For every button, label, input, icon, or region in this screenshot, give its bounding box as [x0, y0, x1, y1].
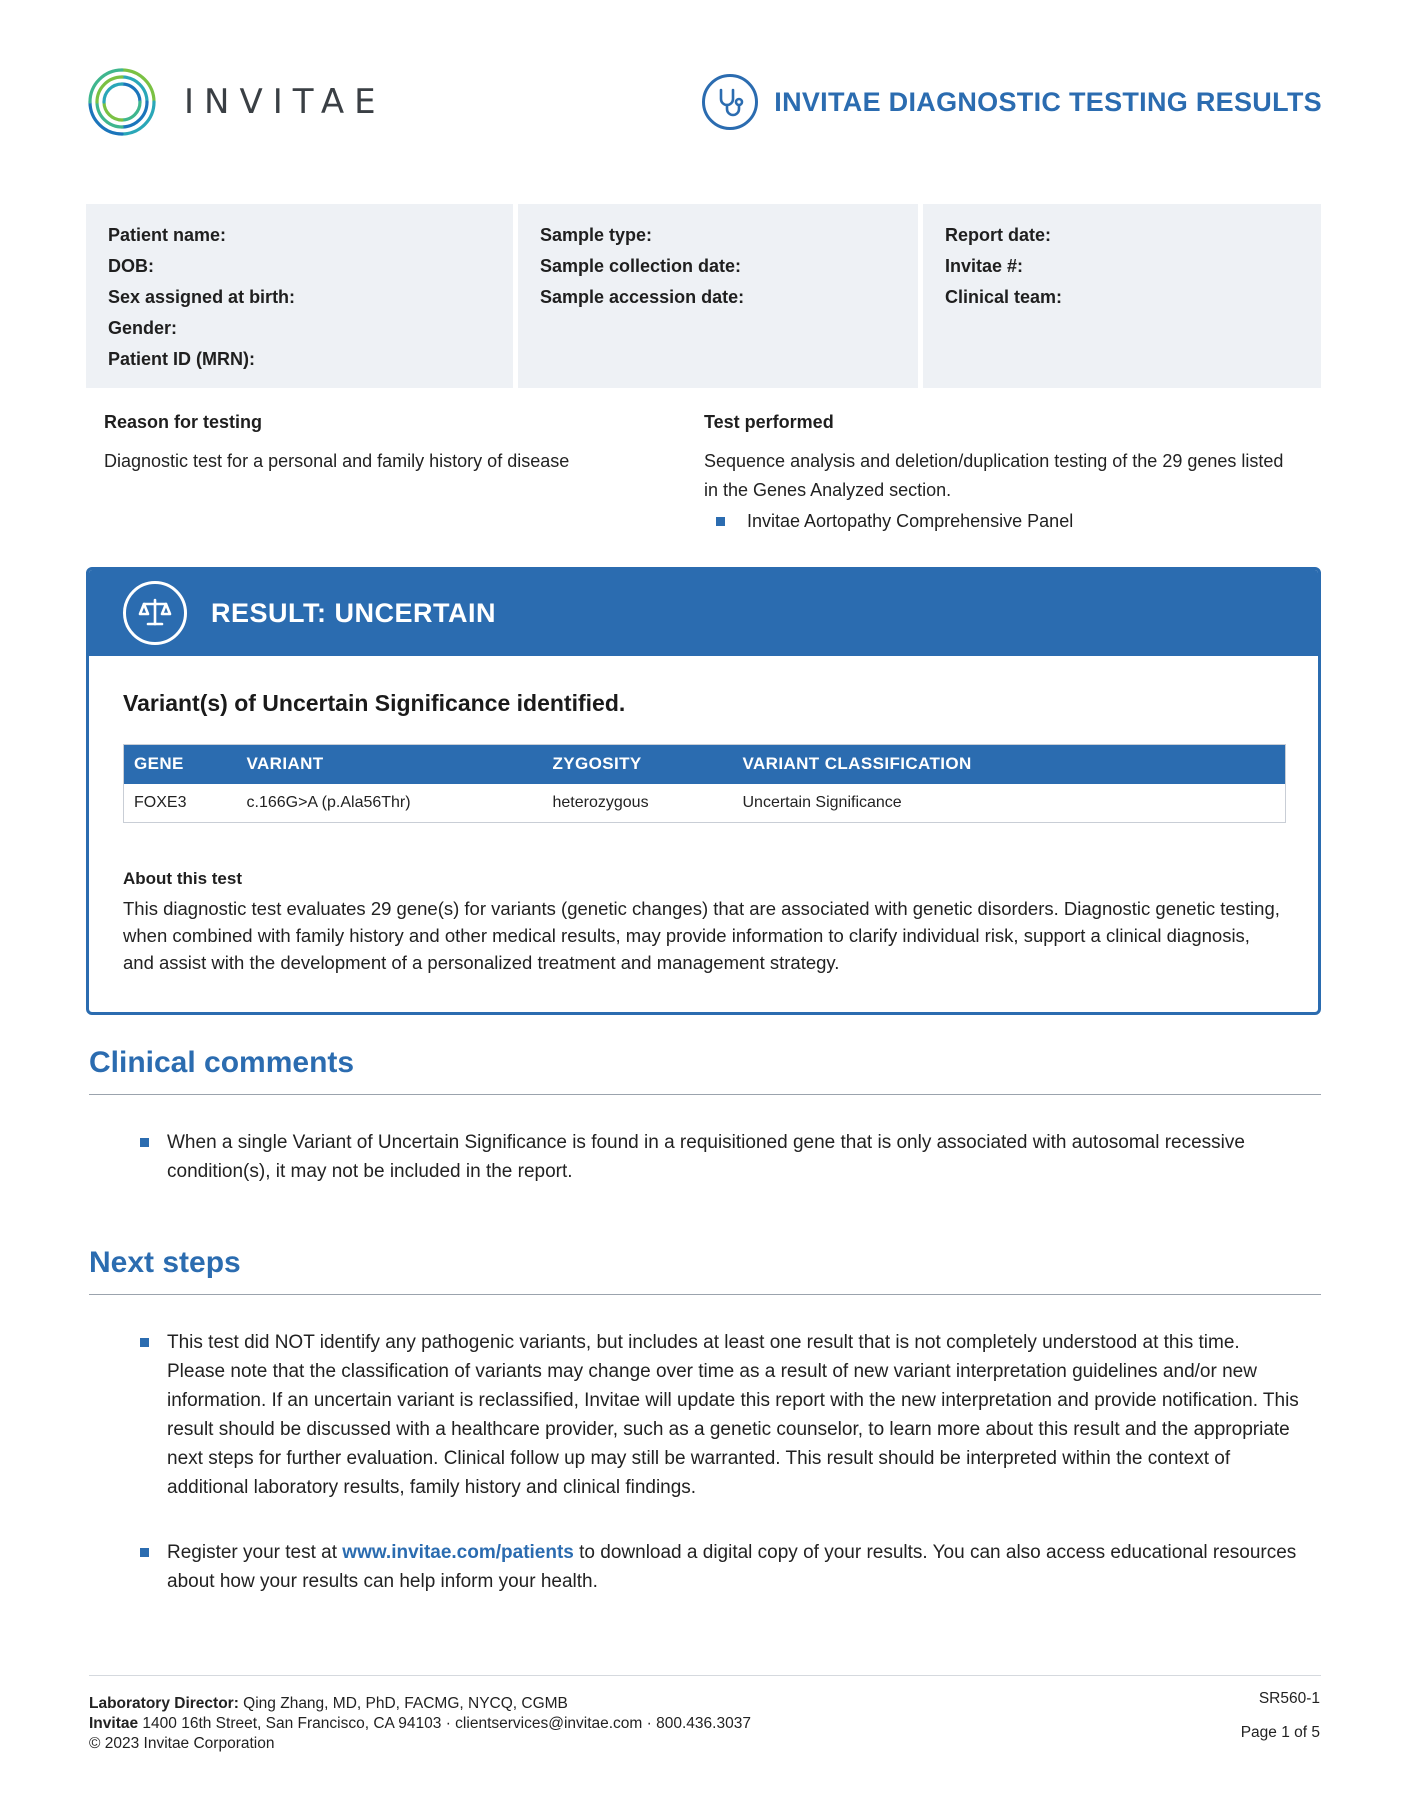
logo-wordmark: INVITAE: [184, 82, 386, 122]
clinical-comments-title: Clinical comments: [89, 1046, 355, 1079]
company-label: Invitae: [89, 1715, 139, 1732]
panel-list-item: [704, 507, 1324, 536]
bullet-square-icon: [716, 517, 725, 526]
next-step-item: [140, 1328, 1300, 1502]
patient-name-label: Patient name:: [108, 225, 227, 245]
result-box: [86, 567, 1321, 1015]
company-address: 1400 16th Street, San Francisco, CA 94103 · clientservices@invitae.com · 800.436.3037: [138, 1715, 751, 1732]
patients-link[interactable]: www.invitae.com/patients: [342, 1542, 574, 1563]
report-date-label: Report date:: [945, 225, 1052, 245]
reason-text: Diagnostic test for a personal and family history of disease: [104, 451, 570, 471]
clinical-comment-text: When a single Variant of Uncertain Significance is found in a requisitioned gene that is only associated with autosomal recessive condition(s), it may not be included in the report.: [167, 1132, 1245, 1182]
report-title: INVITAE DIAGNOSTIC TESTING RESULTS: [774, 86, 1322, 117]
patient-id-label: Patient ID (MRN):: [108, 349, 255, 369]
column-header-classification: VARIANT CLASSIFICATION: [733, 745, 1286, 784]
sample-type-label: Sample type:: [540, 225, 653, 245]
director-name: Qing Zhang, MD, PhD, FACMG, NYCQ, CGMB: [238, 1695, 568, 1712]
next-step-item: [140, 1538, 1300, 1596]
next-step-text: This test did NOT identify any pathogenic variants, but includes at least one result that is not completely understood at this time. Please note that the classification of variants may change over time as a result of new variant interpretation guidelines and/or new information. If an uncertain variant is reclassified, Invitae will update this report with the new interpretation and provide notification. This result should be discussed with a healthcare provider, such as a genetic counselor, to learn more about this result and the appropriate next steps for further evaluation. Clinical follow up may still be warranted. This result should be interpreted within the context of additional laboratory results, family history and clinical findings.: [167, 1332, 1299, 1498]
sample-accession-date-label: Sample accession date:: [540, 287, 745, 307]
table-row: [124, 784, 1286, 823]
performed-text-line-1: Sequence analysis and deletion/duplication testing of the 29 genes listed: [704, 451, 1284, 471]
next-steps-title: Next steps: [89, 1246, 241, 1279]
footer-info: [89, 1694, 751, 1754]
patient-info-column-2: [518, 204, 918, 388]
variant-heading: Variant(s) of Uncertain Significance identified.: [123, 690, 626, 716]
sex-label: Sex assigned at birth:: [108, 287, 296, 307]
bullet-square-icon: [140, 1138, 149, 1147]
result-body: [89, 690, 1318, 976]
about-heading: About this test: [123, 869, 242, 888]
footer-page-info: [1241, 1690, 1320, 1742]
performed-text-line-2: in the Genes Analyzed section.: [704, 480, 952, 500]
table-header-row: [124, 745, 1286, 784]
patient-info-box: [86, 204, 1321, 388]
stethoscope-icon: [702, 74, 758, 130]
clinical-team-label: Clinical team:: [945, 287, 1063, 307]
register-text-after: to download a digital copy of your results. You can also access educational resources about how your results can help inform your health.: [167, 1542, 1297, 1592]
invitae-swirl-icon: [84, 64, 160, 140]
about-text: This diagnostic test evaluates 29 gene(s) for variants (genetic changes) that are associated with genetic disorders. Diagnostic genetic testing, when combined with family history and other medical results, may provide information to clarify individual risk, support a clinical diagnosis, and assist with the development of a personalized treatment and management strategy.: [123, 898, 1280, 973]
invitae-number-label: Invitae #:: [945, 256, 1024, 276]
test-performed: [704, 412, 1324, 536]
register-text-before: Register your test at: [167, 1542, 343, 1563]
cell-classification: Uncertain Significance: [742, 793, 902, 811]
variant-table: [123, 744, 1286, 823]
register-text: [167, 1538, 1300, 1596]
bullet-square-icon: [140, 1548, 149, 1557]
page-header: [0, 0, 1406, 180]
panel-name: Invitae Aortopathy Comprehensive Panel: [747, 511, 1074, 531]
dob-label: DOB:: [108, 256, 154, 276]
director-label: Laboratory Director:: [89, 1695, 239, 1712]
performed-heading: Test performed: [704, 412, 834, 432]
patient-info-column-3: [923, 204, 1321, 388]
copyright: © 2023 Invitae Corporation: [89, 1735, 275, 1752]
cell-gene: FOXE3: [134, 793, 187, 811]
result-title: RESULT: UNCERTAIN: [211, 597, 496, 628]
gender-label: Gender:: [108, 318, 178, 338]
page-number: Page 1 of 5: [1240, 1724, 1320, 1741]
result-header: [89, 570, 1318, 656]
reason-for-testing: [104, 412, 569, 476]
cell-zygosity: heterozygous: [552, 793, 649, 811]
scale-icon: [123, 581, 187, 645]
clinical-comment-item: [140, 1128, 1300, 1186]
section-divider: [89, 1294, 1321, 1295]
sample-collection-date-label: Sample collection date:: [540, 256, 742, 276]
document-code: SR560-1: [1258, 1690, 1320, 1707]
cell-variant: c.166G>A (p.Ala56Thr): [246, 793, 411, 811]
invitae-logo: [84, 64, 386, 140]
column-header-gene: GENE: [124, 745, 237, 784]
section-divider: [89, 1094, 1321, 1095]
patient-info-column-1: [86, 204, 513, 388]
column-header-zygosity: ZYGOSITY: [543, 745, 733, 784]
reason-heading: Reason for testing: [104, 412, 263, 432]
bullet-square-icon: [140, 1338, 149, 1347]
footer-divider: [89, 1675, 1321, 1676]
column-header-variant: VARIANT: [237, 745, 543, 784]
report-title-block: [702, 74, 1322, 130]
